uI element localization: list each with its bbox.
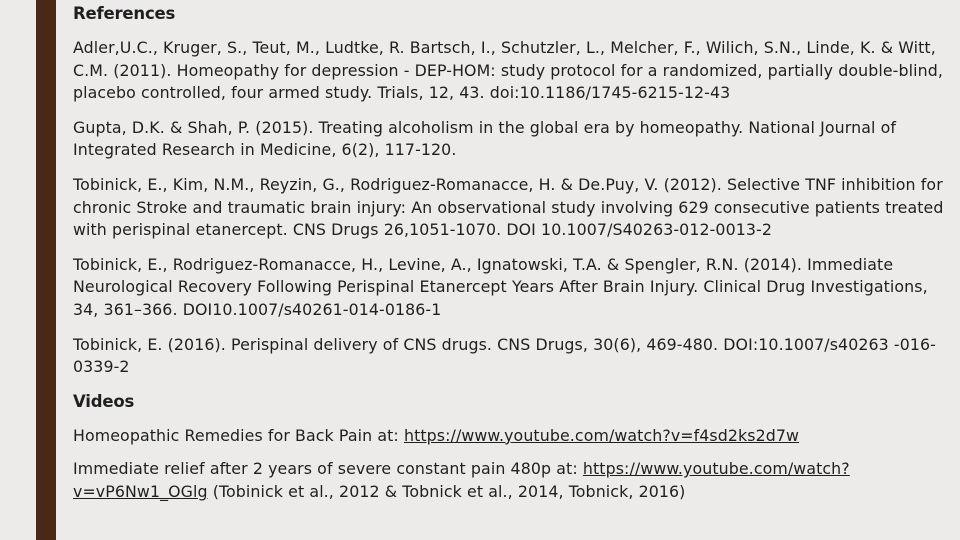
reference-item: Tobinick, E. (2016). Perispinal delivery of CNS drugs. CNS Drugs, 30(6), 469-480. DOI:10.1007/s40263 -016-0339-2: [73, 334, 936, 377]
left-accent-bar: [36, 0, 56, 540]
references-heading: References: [73, 4, 176, 23]
video-citation: (Tobinick et al., 2012 & Tobnick et al., 2014, Tobnick, 2016): [207, 481, 686, 501]
reference-item: Gupta, D.K. & Shah, P. (2015). Treating alcoholism in the global era by homeopathy. National Journal of Integrated Research in Medicine, 6(2), 117-120.: [73, 117, 897, 160]
reference-item: Tobinick, E., Rodriguez-Romanacce, H., Levine, A., Ignatowski, T.A. & Spengler, R.N. (2014). Immediate Neurological Recovery Following Perispinal Etanercept Years After Brain Injury. Clinical Drug Investigations, 34, 361–366. DOI10.1007/s40261-014-0186-1: [73, 254, 928, 319]
video-description: Homeopathic Remedies for Back Pain at:: [73, 425, 404, 445]
video-item: [73, 458, 957, 503]
slide-content: [73, 3, 957, 515]
reference-item: Tobinick, E., Kim, N.M., Reyzin, G., Rodriguez-Romanacce, H. & De.Puy, V. (2012). Selective TNF inhibition for chronic Stroke and traumatic brain injury: An observational study involving 629 consecutive patients treated with perispinal etanercept. CNS Drugs 26,1051-1070. DOI 10.1007/S40263-012-0013-2: [73, 174, 944, 240]
reference-item: Adler,U.C., Kruger, S., Teut, M., Ludtke, R. Bartsch, I., Schutzler, L., Melcher, F., Wilich, S.N., Linde, K. & Witt, C.M. (2011). Homeopathy for depression - DEP-HOM: study protocol for a randomized, partially double-blind, placebo controlled, four armed study. Trials, 12, 43. doi:10.1186/1745-6215-12-43: [73, 38, 943, 103]
video-link[interactable]: https://www.youtube.com/watch?v=f4sd2ks2d7w: [403, 425, 800, 445]
video-link[interactable]: https://www.youtube.com/watch?v=vP6Nw1_OGlg: [73, 459, 850, 501]
videos-heading: Videos: [73, 391, 135, 411]
video-description: Immediate relief after 2 years of severe constant pain 480p at:: [73, 459, 583, 479]
video-item: [73, 425, 957, 448]
